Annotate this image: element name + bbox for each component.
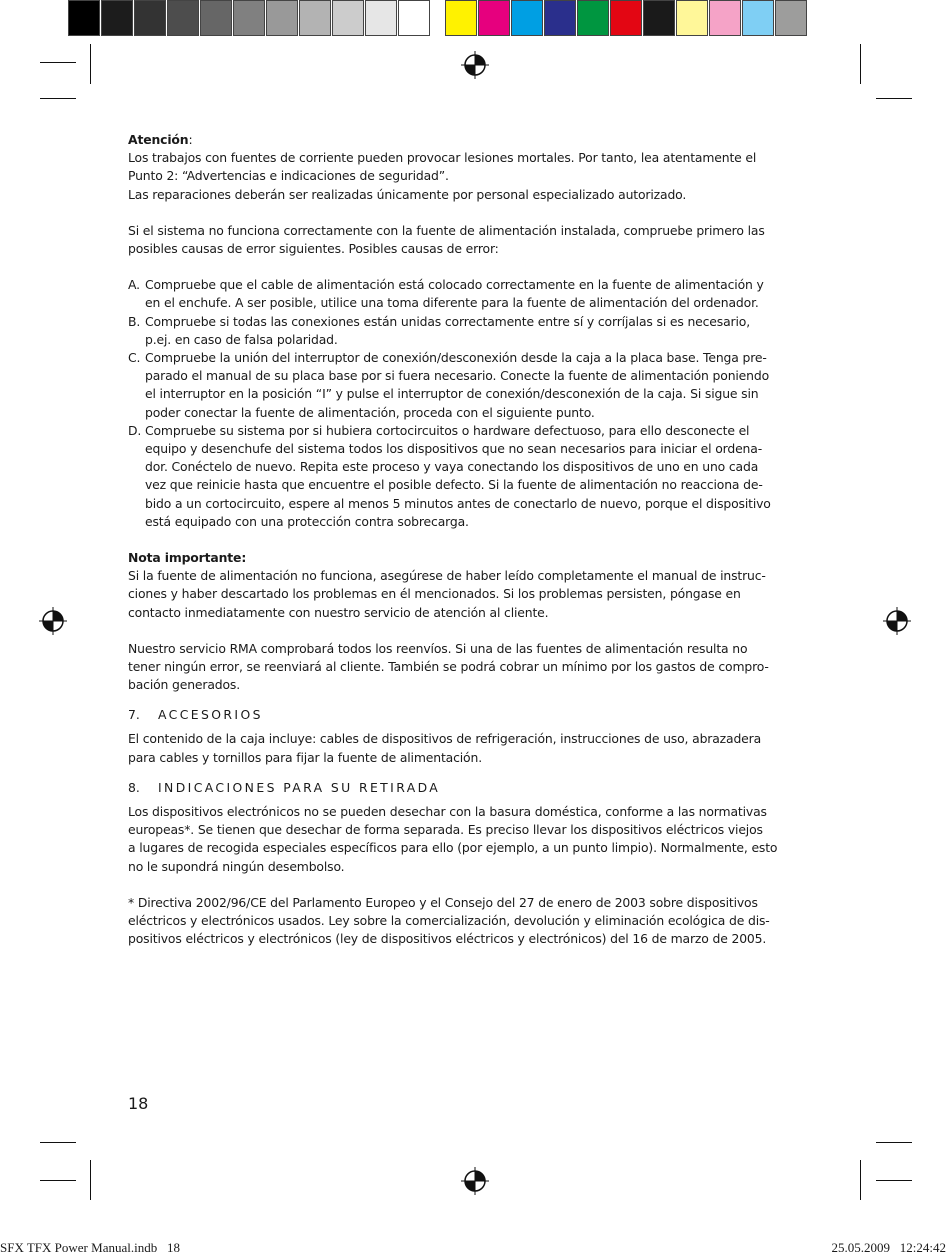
- color-swatch: [167, 0, 199, 36]
- intro-line: Si el sistema no funciona correctamente con la fuente de alimentación instalada, compruebe primero las: [128, 222, 765, 238]
- section-title: INDICACIONES PARA SU RETIRADA: [158, 779, 441, 795]
- print-slug-timestamp: 25.05.2009 12:24:42: [831, 1240, 946, 1255]
- crop-mark: [40, 98, 76, 99]
- color-swatch: [299, 0, 331, 36]
- color-swatch: [332, 0, 364, 36]
- list-item-line: está equipado con una protección contra sobrecarga.: [145, 513, 469, 529]
- attention-line: Punto 2: “Advertencias e indicaciones de seguridad”.: [128, 168, 449, 184]
- list-item-line: Compruebe que el cable de alimentación está colocado correctamente en la fuente de alimentación y: [145, 277, 764, 293]
- section-7-heading: [128, 706, 823, 724]
- color-swatch: [478, 0, 510, 36]
- crop-mark: [876, 1142, 912, 1143]
- list-item-line: Compruebe si todas las conexiones están unidas correctamente entre sí y corríjalas si es necesario,: [145, 313, 750, 329]
- list-item: [128, 349, 823, 422]
- important-note-line: ciones y haber descartado los problemas en él mencionados. Si los problemas persisten, póngase en: [128, 586, 741, 602]
- list-item-label: A.: [128, 277, 140, 293]
- color-swatch: [68, 0, 100, 36]
- list-item-line: en el enchufe. A ser posible, utilice una toma diferente para la fuente de alimentación del ordenador.: [145, 295, 759, 311]
- color-swatch: [676, 0, 708, 36]
- crop-mark: [876, 98, 912, 99]
- crop-mark: [90, 44, 91, 84]
- footnote-line: positivos eléctricos y electrónicos (ley de dispositivos eléctricos y electrónicos) del 16 de marzo de 2005.: [128, 931, 767, 947]
- section-8-line: europeas*. Se tienen que desechar de forma separada. Es preciso llevar los dispositivos eléctricos viejos: [128, 822, 763, 838]
- crop-mark: [860, 1160, 861, 1200]
- color-swatch: [233, 0, 265, 36]
- section-8-line: a lugares de recogida especiales específicos para ello (por ejemplo, a un punto limpio). Normalmente, esto: [128, 840, 778, 856]
- list-item-line: Compruebe su sistema por si hubiera cortocircuitos o hardware defectuoso, para ello desconecte el: [145, 422, 750, 438]
- list-item-label: B.: [128, 313, 141, 329]
- color-swatch: [445, 0, 477, 36]
- crop-mark: [40, 1142, 76, 1143]
- rma-line: bación generados.: [128, 677, 241, 693]
- color-swatch: [101, 0, 133, 36]
- color-swatch: [365, 0, 397, 36]
- list-item-line: bido a un cortocircuito, espere al menos 5 minutos antes de conectarlo de nuevo, porque el dispositivo: [145, 495, 771, 511]
- section-7-line: El contenido de la caja incluye: cables de dispositivos de refrigeración, instrucciones de uso, abrazadera: [128, 731, 762, 747]
- rma-line: Nuestro servicio RMA comprobará todos los reenvíos. Si una de las fuentes de alimentación resulta no: [128, 640, 748, 656]
- footnote-line: eléctricos y electrónicos usados. Ley sobre la comercialización, devolución y eliminación ecológica de dis-: [128, 912, 770, 928]
- color-swatch: [200, 0, 232, 36]
- intro-line: posibles causas de error siguientes. Posibles causas de error:: [128, 241, 499, 257]
- crop-mark: [90, 1160, 91, 1200]
- color-swatch: [610, 0, 642, 36]
- crop-mark: [860, 44, 861, 84]
- section-8-line: no le supondrá ningún desembolso.: [128, 858, 345, 874]
- crop-mark: [40, 62, 76, 63]
- color-swatch: [742, 0, 774, 36]
- list-item-text: [145, 276, 823, 312]
- list-item-text: [145, 313, 823, 349]
- attention-line: Los trabajos con fuentes de corriente pueden provocar lesiones mortales. Por tanto, lea atentamente el: [128, 150, 757, 166]
- page-number: 18: [128, 1094, 149, 1113]
- list-item: [128, 276, 823, 312]
- rma-line: tener ningún error, se reenviará al cliente. También se podrá cobrar un mínimo por los gastos de compro-: [128, 659, 769, 675]
- error-causes-list: [128, 276, 823, 531]
- color-swatch: [643, 0, 675, 36]
- list-item: [128, 313, 823, 349]
- attention-title: Atención: [128, 132, 189, 147]
- color-swatch: [577, 0, 609, 36]
- list-item: [128, 422, 823, 531]
- color-swatch: [266, 0, 298, 36]
- color-swatch: [544, 0, 576, 36]
- important-note-line: contacto inmediatamente con nuestro servicio de atención al cliente.: [128, 604, 549, 620]
- color-swatch: [398, 0, 430, 36]
- registration-mark-icon: [460, 50, 490, 80]
- attention-heading: [128, 131, 823, 149]
- crop-mark: [40, 1180, 76, 1181]
- list-item-line: poder conectar la fuente de alimentación, proceda con el siguiente punto.: [145, 404, 595, 420]
- section-7-line: para cables y tornillos para fijar la fuente de alimentación.: [128, 749, 482, 765]
- registration-mark-icon: [460, 1166, 490, 1196]
- print-color-bar: [68, 0, 808, 38]
- section-number: 7.: [128, 707, 140, 723]
- list-item-label: C.: [128, 350, 141, 366]
- important-note-title: Nota importante:: [128, 550, 247, 566]
- page-content: [128, 131, 823, 948]
- list-item-line: parado el manual de su placa base por si fuera necesario. Conecte la fuente de alimentación poniendo: [145, 368, 770, 384]
- crop-mark: [876, 1180, 912, 1181]
- footnote-line: * Directiva 2002/96/CE del Parlamento Europeo y el Consejo del 27 de enero de 2003 sobre dispositivos: [128, 894, 758, 910]
- attention-colon: :: [188, 132, 193, 147]
- list-item-line: vez que reinicie hasta que encuentre el posible defecto. Si la fuente de alimentación no reacciona de-: [145, 477, 763, 493]
- registration-mark-icon: [882, 606, 912, 636]
- list-item-text: [145, 422, 823, 531]
- color-swatch: [775, 0, 807, 36]
- list-item-text: [145, 349, 823, 422]
- registration-mark-icon: [38, 606, 68, 636]
- color-swatch: [511, 0, 543, 36]
- section-8-line: Los dispositivos electrónicos no se pueden desechar con la basura doméstica, conforme a las normativas: [128, 803, 767, 819]
- list-item-line: Compruebe la unión del interruptor de conexión/desconexión desde la caja a la placa base. Tenga pre-: [145, 350, 767, 366]
- print-slug-filename: SFX TFX Power Manual.indb 18: [0, 1240, 180, 1255]
- color-swatch: [134, 0, 166, 36]
- list-item-line: el interruptor en la posición “I” y pulse el interruptor de conexión/desconexión de la caja. Si sigue sin: [145, 386, 759, 402]
- color-swatch: [709, 0, 741, 36]
- section-8-heading: [128, 779, 823, 797]
- list-item-line: dor. Conéctelo de nuevo. Repita este proceso y vaya conectando los dispositivos de uno en uno cada: [145, 459, 759, 475]
- list-item-line: equipo y desenchufe del sistema todos los dispositivos que no sean necesarios para iniciar el ordena-: [145, 441, 763, 457]
- list-item-line: p.ej. en caso de falsa polaridad.: [145, 331, 338, 347]
- section-title: ACCESORIOS: [158, 707, 263, 723]
- list-item-label: D.: [128, 422, 142, 438]
- important-note-line: Si la fuente de alimentación no funciona, asegúrese de haber leído completamente el manual de instruc-: [128, 568, 766, 584]
- attention-line: Las reparaciones deberán ser realizadas únicamente por personal especializado autorizado.: [128, 186, 687, 202]
- section-number: 8.: [128, 779, 140, 795]
